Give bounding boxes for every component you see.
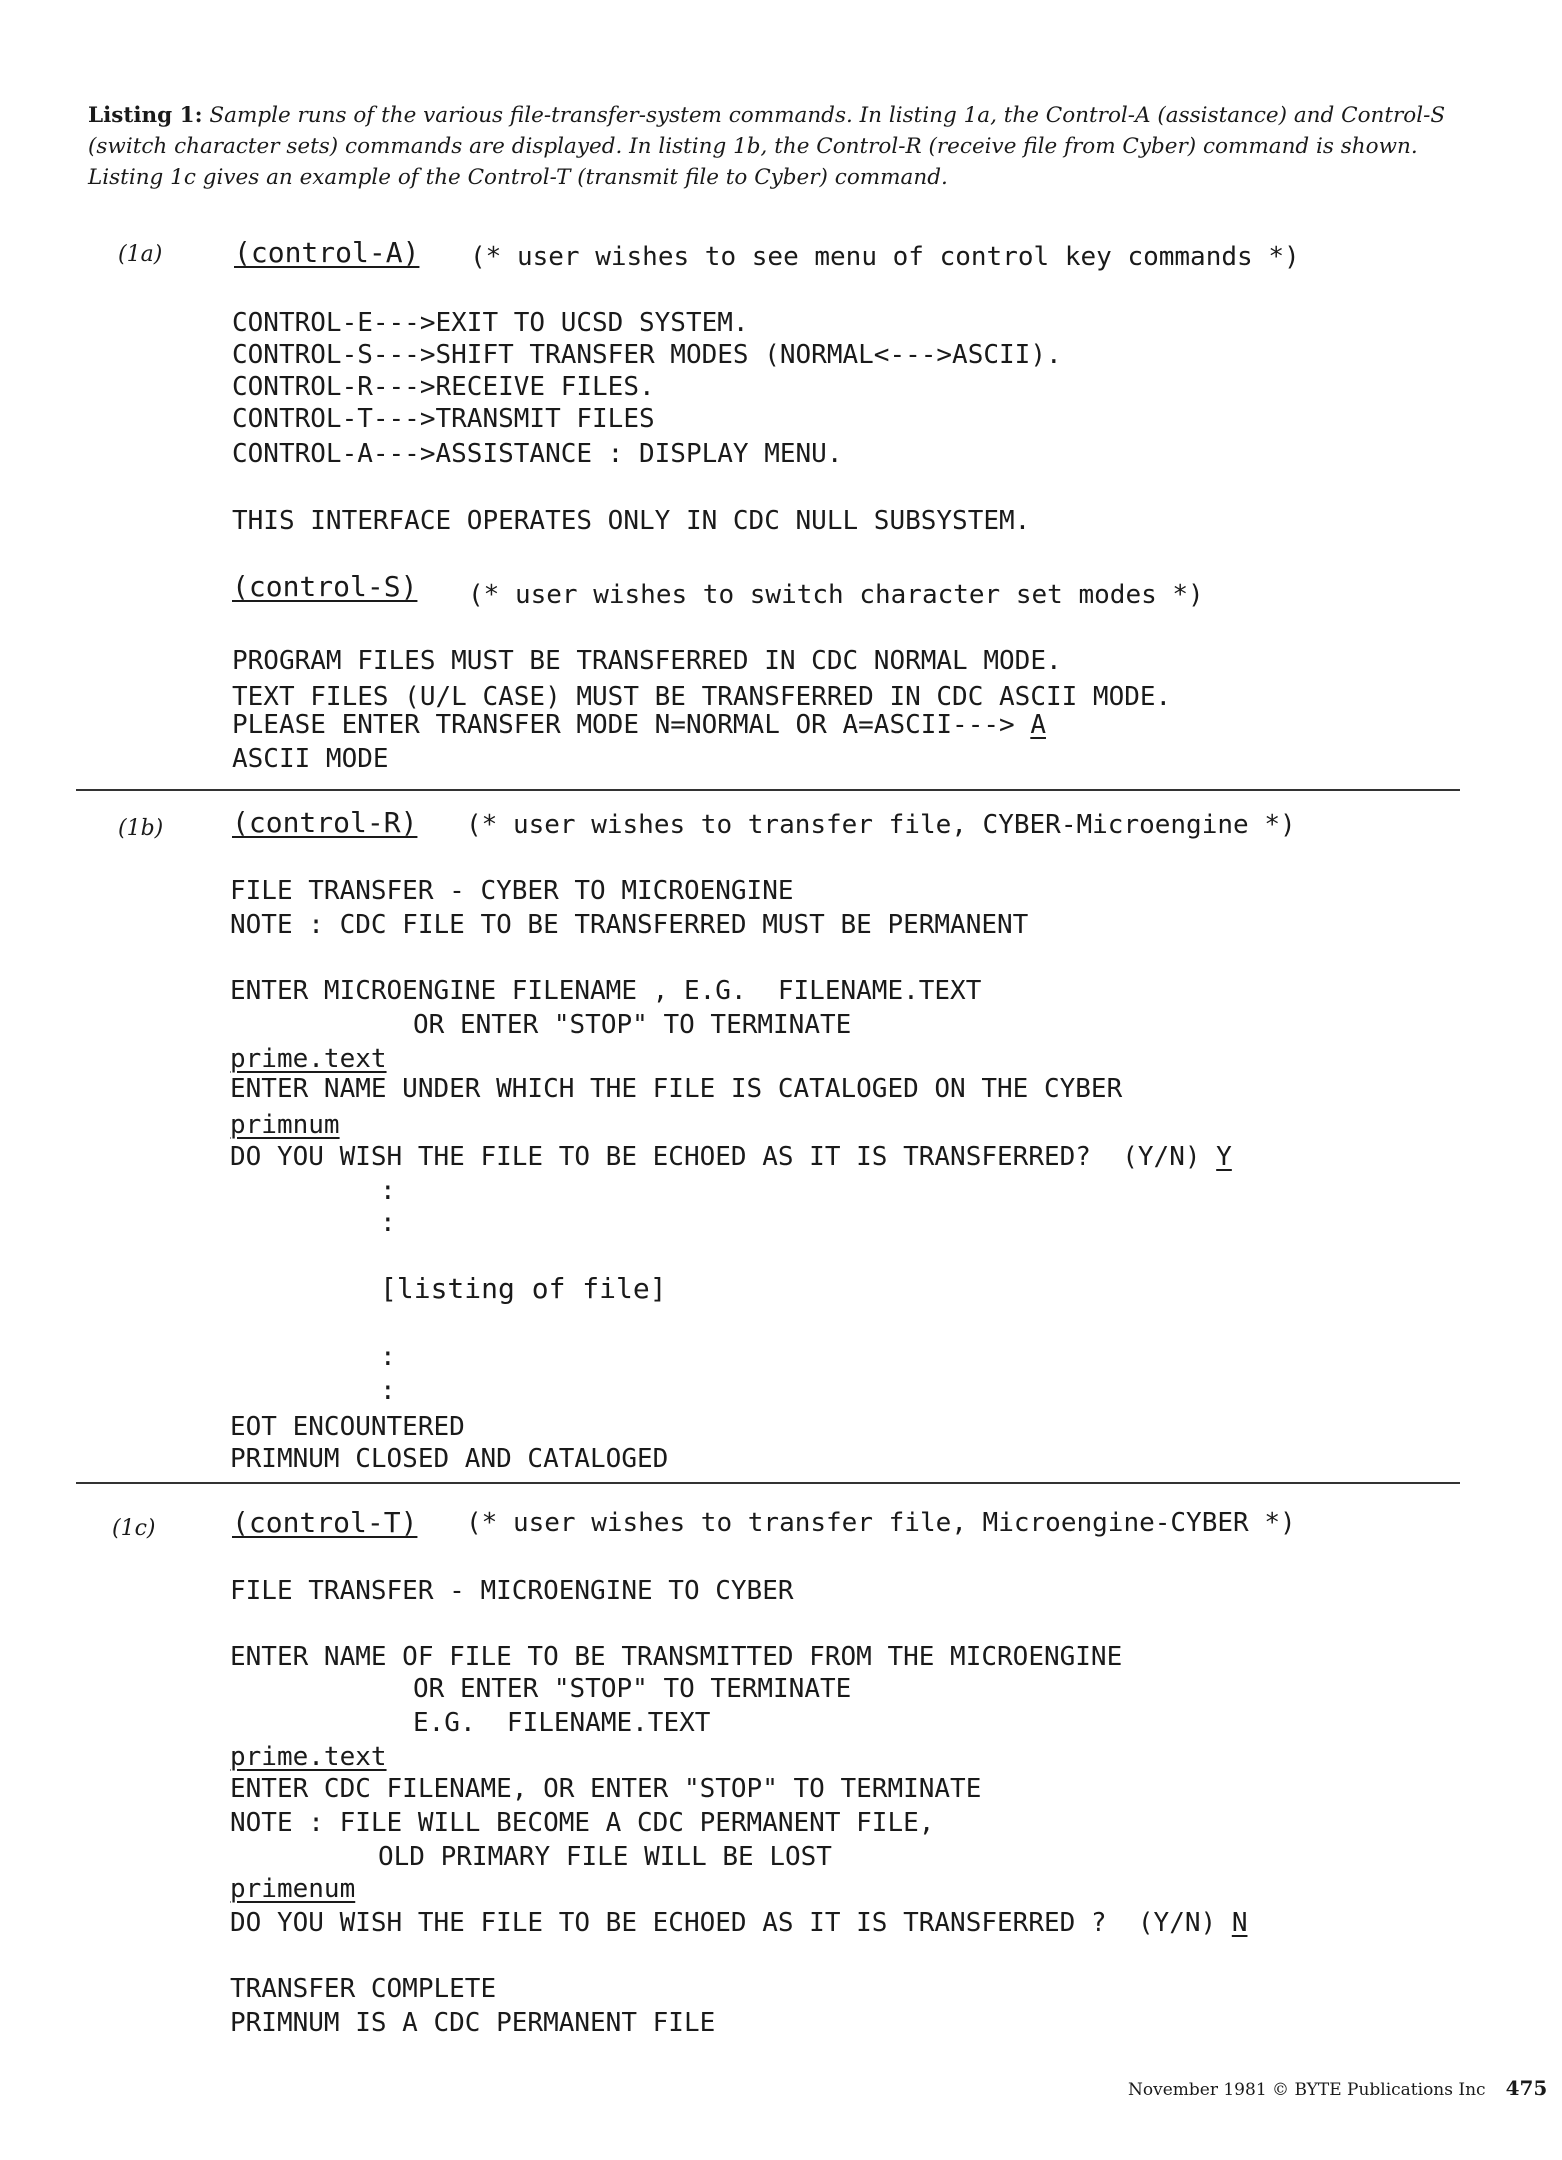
ellipsis-colon: : bbox=[380, 1376, 396, 1406]
menu-line: CONTROL-E--->EXIT TO UCSD SYSTEM. bbox=[232, 308, 749, 338]
filename-example: E.G. FILENAME.TEXT bbox=[413, 1708, 711, 1738]
mode-line: PROGRAM FILES MUST BE TRANSFERRED IN CDC NORMAL MODE. bbox=[232, 646, 1062, 676]
menu-line: CONTROL-R--->RECEIVE FILES. bbox=[232, 372, 655, 402]
enter-filename-prompt: ENTER NAME OF FILE TO BE TRANSMITTED FROM THE MICROENGINE bbox=[230, 1642, 1123, 1672]
comment-control-r: (* user wishes to transfer file, CYBER-Microengine *) bbox=[466, 810, 1296, 840]
menu-line: CONTROL-S--->SHIFT TRANSFER MODES (NORMAL<--->ASCII). bbox=[232, 340, 1062, 370]
listing-caption bbox=[88, 100, 1498, 193]
transfer-header: FILE TRANSFER - MICROENGINE TO CYBER bbox=[230, 1576, 794, 1606]
closed-message: PRIMNUM CLOSED AND CATALOGED bbox=[230, 1444, 669, 1474]
cdc-filename-prompt: ENTER CDC FILENAME, OR ENTER "STOP" TO TERMINATE bbox=[230, 1774, 982, 1804]
section-divider bbox=[76, 1482, 1460, 1484]
transfer-complete: TRANSFER COMPLETE bbox=[230, 1974, 497, 2004]
page-number: 475 bbox=[1505, 2076, 1548, 2100]
section-divider bbox=[76, 789, 1460, 791]
echo-prompt: DO YOU WISH THE FILE TO BE ECHOED AS IT IS TRANSFERRED? (Y/N) bbox=[230, 1142, 1217, 1172]
comment-control-s: (* user wishes to switch character set modes *) bbox=[468, 580, 1204, 610]
file-listing-placeholder: [listing of file] bbox=[380, 1272, 667, 1305]
mode-prompt-line bbox=[232, 708, 1046, 742]
comment-control-a: (* user wishes to see menu of control key commands *) bbox=[470, 242, 1300, 272]
comment-control-t: (* user wishes to transfer file, Microengine-CYBER *) bbox=[466, 1508, 1296, 1538]
mode-prompt: PLEASE ENTER TRANSFER MODE N=NORMAL OR A=ASCII---> bbox=[232, 710, 1031, 740]
page-footer bbox=[1128, 2076, 1547, 2100]
enter-filename-prompt: ENTER MICROENGINE FILENAME , E.G. FILENAME.TEXT bbox=[230, 976, 982, 1006]
command-control-s: (control-S) bbox=[232, 570, 418, 603]
user-input-cdc-filename: primenum bbox=[230, 1874, 356, 1904]
stop-instruction: OR ENTER "STOP" TO TERMINATE bbox=[413, 1010, 852, 1040]
permanent-file-message: PRIMNUM IS A CDC PERMANENT FILE bbox=[230, 2008, 716, 2038]
echo-prompt: DO YOU WISH THE FILE TO BE ECHOED AS IT IS TRANSFERRED ? (Y/N) bbox=[230, 1908, 1232, 1938]
interface-note: THIS INTERFACE OPERATES ONLY IN CDC NULL SUBSYSTEM. bbox=[232, 506, 1031, 536]
user-input-filename: prime.text bbox=[230, 1044, 387, 1074]
eot-message: EOT ENCOUNTERED bbox=[230, 1412, 465, 1442]
section-tag-1a: (1a) bbox=[118, 242, 163, 267]
catalog-name-prompt: ENTER NAME UNDER WHICH THE FILE IS CATALOGED ON THE CYBER bbox=[230, 1074, 1123, 1104]
permanent-file-note: NOTE : FILE WILL BECOME A CDC PERMANENT FILE, bbox=[230, 1808, 935, 1838]
echo-prompt-line bbox=[230, 1140, 1232, 1174]
mode-result: ASCII MODE bbox=[232, 744, 389, 774]
section-tag-1b: (1b) bbox=[118, 816, 164, 841]
echo-answer: Y bbox=[1216, 1142, 1232, 1172]
caption-label: Listing 1: bbox=[88, 103, 203, 128]
echo-answer: N bbox=[1231, 1908, 1248, 1938]
transfer-header: FILE TRANSFER - CYBER TO MICROENGINE bbox=[230, 876, 794, 906]
ellipsis-colon: : bbox=[380, 1208, 396, 1238]
command-control-a: (control-A) bbox=[234, 236, 420, 269]
user-input-filename: prime.text bbox=[230, 1742, 387, 1772]
command-control-r: (control-R) bbox=[232, 806, 418, 839]
section-tag-1c: (1c) bbox=[112, 1516, 156, 1541]
user-input-catalog-name: primnum bbox=[230, 1110, 340, 1140]
menu-line: CONTROL-T--->TRANSMIT FILES bbox=[232, 404, 655, 434]
transfer-note: NOTE : CDC FILE TO BE TRANSFERRED MUST BE PERMANENT bbox=[230, 910, 1029, 940]
echo-prompt-line bbox=[230, 1906, 1247, 1940]
footer-credit: November 1981 © BYTE Publications Inc bbox=[1128, 2080, 1486, 2100]
mode-answer: A bbox=[1030, 710, 1046, 740]
ellipsis-colon: : bbox=[380, 1342, 396, 1372]
lost-file-note: OLD PRIMARY FILE WILL BE LOST bbox=[378, 1842, 832, 1872]
menu-line: CONTROL-A--->ASSISTANCE : DISPLAY MENU. bbox=[232, 439, 843, 469]
caption-text: Sample runs of the various file-transfer-system commands. In listing 1a, the Control-A (assistance) and Control-S (switch character sets) commands are displayed. In listing 1b, the Control-R (receive file from Cyber) command is shown. Listing 1c gives an example of the Control-T (transmit file to Cyber) command. bbox=[88, 103, 1446, 190]
stop-instruction: OR ENTER "STOP" TO TERMINATE bbox=[413, 1674, 852, 1704]
ellipsis-colon: : bbox=[380, 1176, 396, 1206]
mode-line: TEXT FILES (U/L CASE) MUST BE TRANSFERRED IN CDC ASCII MODE. bbox=[232, 682, 1172, 712]
command-control-t: (control-T) bbox=[232, 1506, 418, 1539]
